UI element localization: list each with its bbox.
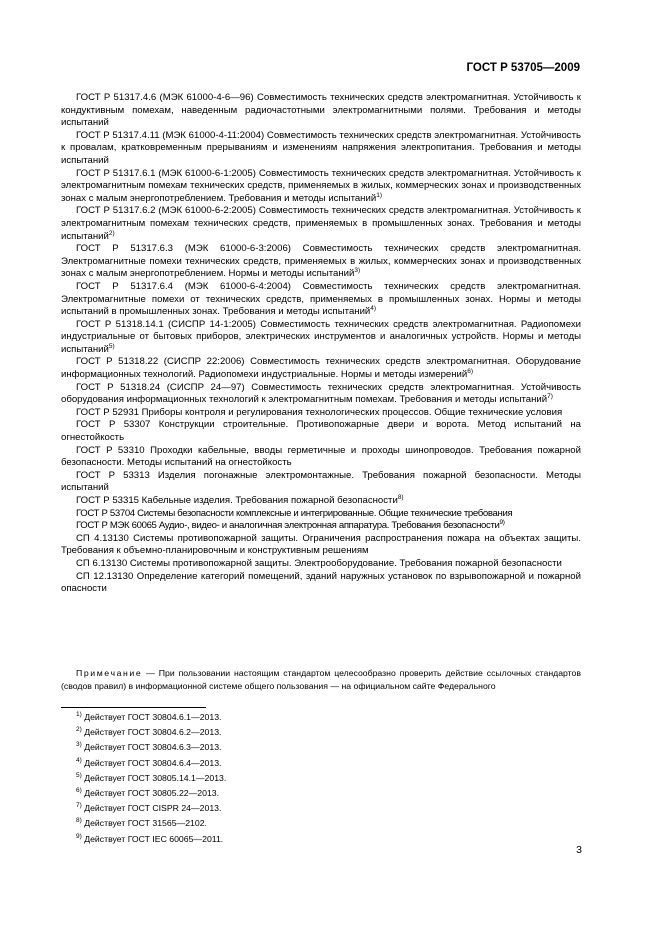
footnote-ref: 6): [467, 368, 474, 376]
footnote-mark: 4): [76, 756, 82, 764]
footnote-mark: 1): [76, 711, 82, 718]
footnote-text: Действует ГОСТ IEC 60065—2011.: [81, 833, 224, 844]
reference-text: ГОСТ Р 51318.14.1 (СИСПР 14-1:2005) Совместимость технических средств электромагнитная. Радиопомехи индустриальные от бытовых приборов, электрических инструментов и аналогичных устройств. Нормы и методы испытаний: [61, 318, 581, 355]
reference-item: [61, 130, 581, 168]
reference-text: ГОСТ Р 51317.4.6 (МЭК 61000-4-6—96) Совместимость технических средств электромагнитная. Устойчивость к кондуктивным помехам, наведенным радиочастотными электромагнитными полями. Требования и методы испытаний: [61, 92, 581, 129]
reference-item: [61, 495, 581, 508]
footnote: [76, 756, 226, 771]
reference-item: [61, 382, 581, 407]
footnote-mark: 5): [76, 771, 82, 779]
footnote-text: Действует ГОСТ 30805.14.1—2013.: [81, 772, 227, 783]
reference-item: [61, 281, 581, 319]
page-number: 3: [576, 844, 582, 856]
footnote-mark: 7): [76, 802, 82, 810]
reference-text: ГОСТ Р 53315 Кабельные изделия. Требования пожарной безопасности: [76, 495, 398, 506]
footnote-ref: 9): [499, 519, 505, 527]
reference-text: ГОСТ Р 53313 Изделия погонажные электромонтажные. Требования пожарной безопасности. Методы испытаний: [61, 469, 581, 494]
footnote: [76, 725, 226, 740]
footnote-text: Действует ГОСТ 30805.22—2013.: [81, 788, 220, 799]
document-code: ГОСТ Р 53705—2009: [466, 62, 580, 74]
reference-text: СП 6.13130 Системы противопожарной защиты. Электрооборудование. Требования пожарной безопасности: [76, 557, 562, 569]
footnote-text: Действует ГОСТ 30804.6.4—2013.: [81, 757, 222, 768]
reference-text: ГОСТ Р 51317.6.2 (МЭК 61000-6-2:2005) Совместимость технических средств электромагнитная. Устойчивость к электромагнитным помехам технических средств, применяемых в промышленных зонах. Требования и методы испытаний: [61, 205, 581, 242]
reference-text: ГОСТ Р 53704 Системы безопасности комплексные и интегрированные. Общие технические требования: [76, 507, 513, 519]
reference-text: ГОСТ Р 51317.6.3 (МЭК 61000-6-3:2006) Совместимость технических средств электромагнитная. Электромагнитные помехи технических средств, применяемых в жилых, коммерческих зонах и производственных зонах с малым энергопотреблением. Нормы и методы испытаний: [61, 243, 581, 280]
footnote-ref: 3): [354, 267, 361, 275]
footnote-separator: [61, 707, 206, 708]
footnote: [76, 710, 226, 725]
footnote: [76, 740, 226, 755]
reference-item: [61, 407, 581, 420]
footnote-ref: 8): [397, 494, 404, 501]
footnote-ref: 1): [376, 191, 382, 199]
footnote-ref: 5): [108, 342, 115, 350]
footnote: [76, 832, 226, 847]
reference-item: [61, 168, 581, 206]
reference-item: [61, 356, 581, 381]
footnote-mark: 6): [76, 787, 82, 795]
note-label: Примечание: [76, 668, 143, 678]
footnote-ref: 2): [108, 229, 115, 237]
footnote-ref: 4): [370, 305, 377, 313]
footnote-text: Действует ГОСТ 30804.6.1—2013.: [81, 712, 222, 722]
footnote: [76, 771, 226, 786]
reference-text: ГОСТ Р 51318.22 (СИСПР 22:2006) Совместимость технических средств электромагнитная. Оборудование информационных технологий. Радиопомехи индустриальные. Нормы и методы измерений: [61, 356, 581, 381]
reference-text: ГОСТ Р 51317.6.4 (МЭК 61000-6-4:2004) Совместимость технических средств электромагнитная. Электромагнитные помехи от технических средств, применяемых в промышленных зонах. Нормы и методы испытаний в промышленных зонах. Требования и методы испытаний: [61, 280, 581, 318]
reference-text: ГОСТ Р МЭК 60065 Аудио-, видео- и аналогичная электронная аппаратура. Требования безопасности: [76, 520, 500, 532]
footnote-mark: 9): [76, 832, 82, 840]
reference-item: [61, 470, 581, 495]
footnote: [76, 816, 226, 831]
reference-item: [61, 445, 581, 470]
reference-text: СП 4.13130 Системы противопожарной защиты. Ограничения распространения пожара на объектах защиты. Требования к объемно-планировочным и конструктивным решениям: [61, 532, 581, 557]
footnote: [76, 786, 226, 801]
reference-item: [61, 92, 581, 130]
references-list: [61, 92, 581, 596]
reference-text: ГОСТ Р 51317.6.1 (МЭК 61000-6-1:2005) Совместимость технических средств электромагнитная. Устойчивость к электромагнитным помехам технических средств, применяемых в жилых, коммерческих зонах и производственных зонах с малым энергопотреблением. Требования и методы испытаний: [61, 167, 581, 204]
footnote-text: Действует ГОСТ 30804.6.2—2013.: [81, 727, 222, 738]
footnote-mark: 8): [76, 817, 82, 825]
reference-text: ГОСТ Р 51318.24 (СИСПР 24—97) Совместимость технических средств электромагнитная. Устойчивость оборудования информационных технологий к электромагнитным помехам. Требования и методы испытаний: [61, 381, 581, 406]
reference-item: [61, 205, 581, 243]
footnote-ref: 7): [547, 393, 553, 401]
reference-text: СП 12.13130 Определение категорий помещений, зданий наружных установок по взрывопожарной и пожарной опасности: [61, 570, 581, 595]
reference-item: [61, 319, 581, 357]
reference-item: [61, 571, 581, 596]
reference-item: [61, 558, 581, 571]
footnote-text: Действует ГОСТ 30804.6.3—2013.: [81, 742, 222, 753]
note-text: — При пользовании настоящим стандартом целесообразно проверить действие ссылочных стандартов (сводов правил) в информационной системе общего пользования — на официальном сайте Федерального: [61, 668, 581, 691]
reference-text: ГОСТ Р 53307 Конструкции строительные. Противопожарные двери и ворота. Метод испытаний на огнестойкость: [61, 419, 581, 444]
reference-item: [61, 243, 581, 281]
footnotes-list: [76, 710, 226, 847]
reference-text: ГОСТ Р 52931 Приборы контроля и регулирования технологических процессов. Общие технические условия: [76, 406, 563, 418]
footnote-text: Действует ГОСТ 31565—2102.: [81, 818, 207, 829]
footnote-text: Действует ГОСТ CISPR 24—2013.: [81, 803, 222, 814]
reference-text: ГОСТ Р 51317.4.11 (МЭК 61000-4-11:2004) Совместимость технических средств электромагнитная. Устойчивость к провалам, кратковременным прерываниям и изменениям напряжения электропитания. Требования и методы испытаний: [61, 129, 581, 166]
reference-item: [61, 533, 581, 558]
reference-item: [61, 419, 581, 444]
reference-text: ГОСТ Р 53310 Проходки кабельные, вводы герметичные и проходы шинопроводов. Требования пожарной безопасности. Методы испытаний на огнестойкость: [61, 444, 581, 469]
footnote-mark: 3): [76, 741, 82, 749]
note-paragraph: [61, 667, 581, 692]
reference-item: [61, 520, 581, 533]
footnote: [76, 801, 226, 816]
footnote-mark: 2): [76, 726, 82, 734]
